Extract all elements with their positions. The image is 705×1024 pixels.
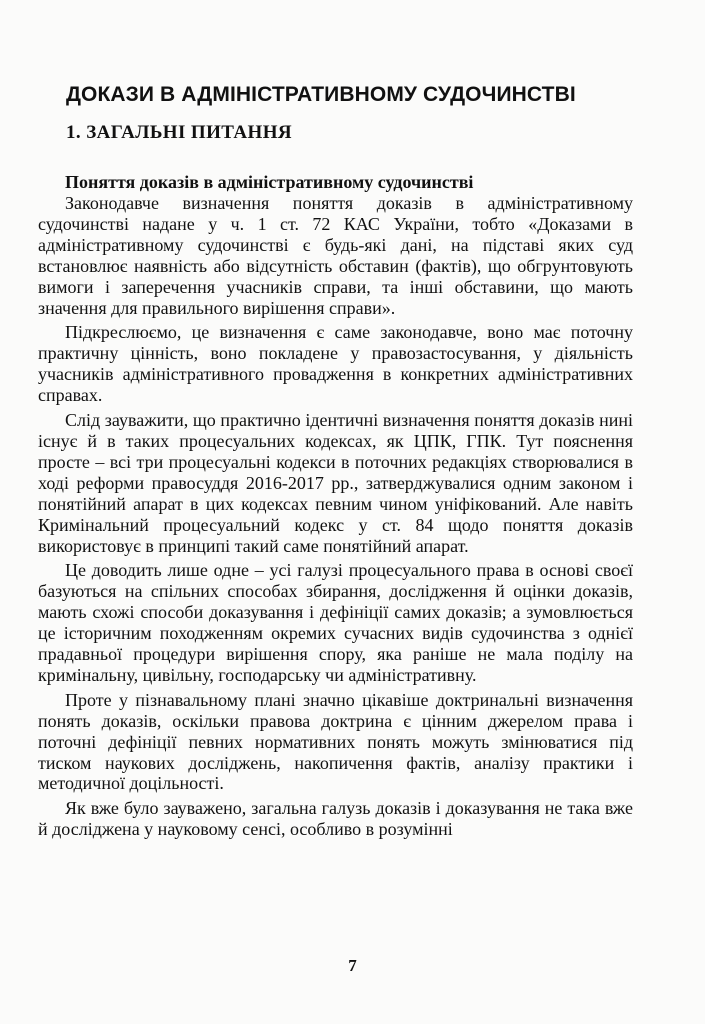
paragraph-definition: Законодавче визначення поняття доказів в адміністративному судочинстві надане у ч. 1 ст. 72 КАС України, тобто «Доказами в адміністративному судочинстві є будь-які дані, на підставі яких суд встановлює наявність або відсутність обставин (фактів), що обгрунтовують вимоги і заперечення учасників справи, та інші обставини, що мають значення для правильного вирішення справи».: [38, 193, 633, 318]
page-number: 7: [348, 956, 357, 975]
subheading: Поняття доказів в адміністративному судочинстві: [65, 172, 474, 192]
paragraph-codes: Слід зауважити, що практично ідентичні визначення поняття доказів нині існує й в таких процесуальних кодексах, як ЦПК, ГПК. Тут пояснення просте – всі три процесуальні кодекси в поточних редакціях створювалися в ході реформи правосуддя 2016-2017 рр., затверджувалися одним законом і понятійний апарат в цих кодексах певним чином уніфікований. Але навіть Кримінальний процесуальний кодекс у ст. 84 щодо поняття доказів використовує в принципі такий саме понятійний апарат.: [38, 410, 633, 556]
paragraph-doctrine: Проте у пізнавальному плані значно цікавіше доктринальні визначення понять доказів, оскільки правова доктрина є цінним джерелом права і поточні дефініції певних нормативних понять можуть змінюватися під тиском наукових досліджень, накопичення фактів, аналізу практики і методичної доцільності.: [38, 689, 633, 794]
chapter-title: ДОКАЗИ В АДМІНІСТРАТИВНОМУ СУДОЧИНСТВІ: [66, 83, 576, 106]
paragraph-common-basis: Це доводить лише одне – усі галузі процесуального права в основі своєї базуються на спільних способах збирання, дослідження й оцінки доказів, мають схожі способи доказування і дефініції самих доказів; а зумовлюється це історичним походженням окремих сучасних видів судочинства з однієї прадавньої процедури вирішення спору, яка раніше не мала поділу на кримінальну, цивільну, господарську чи адміністративну.: [38, 560, 633, 685]
section-title: 1. ЗАГАЛЬНІ ПИТАННЯ: [66, 122, 293, 143]
body-text: [38, 172, 633, 844]
paragraph-research: Як вже було зауважено, загальна галузь доказів і доказування не така вже й досліджена у науковому сенсі, особливо в розумінні: [38, 798, 633, 840]
paragraph-emphasis: Підкреслюємо, це визначення є саме законодавче, воно має поточну практичну цінність, воно покладене у правозастосування, у діяльність учасників адміністративного провадження в конкретних адміністративних справах.: [38, 322, 633, 406]
